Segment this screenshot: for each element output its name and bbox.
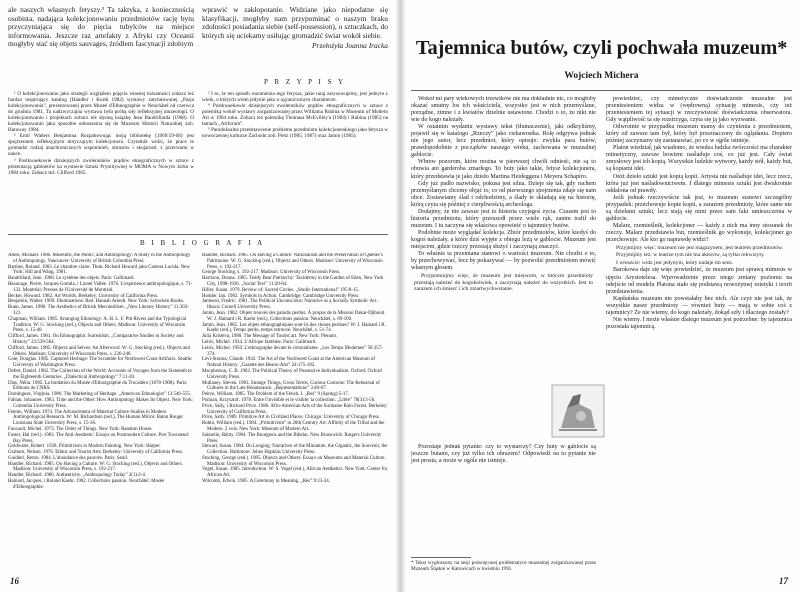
bibliography-entry: Foucault, Michel. 1973. The Order of Things. New York: Random House. [8, 426, 153, 432]
bibliography-column-1 [8, 253, 194, 575]
page-number: 16 [10, 576, 19, 586]
page-number: 17 [779, 576, 788, 586]
article-paragraph: Nie wiemy. I może właśnie dlatego muzeum jest potrzebne: by tajemnica pozostała tajemnicą. [606, 316, 792, 330]
footnotes-heading: P R Z Y P I S Y [264, 78, 346, 86]
bibliography-entry: Stocking, George (red.). 1985. Objects and Others: Essays on Museums and Material Culture. Madison: University of Wisconsin Press. [202, 455, 386, 467]
article-author: Wojciech Michera [564, 71, 639, 81]
bibliography-entry: Dias, Nélia. 1985. La fondation du Musée d'Ethnographie du Trocadéro (1878-1908). Paris: Éditions du CNRS. [8, 380, 188, 392]
list-item: Przyjmijmy też: w teatrze tym nie ma aktorów, są tylko rekwizyty. [616, 252, 765, 259]
article-paragraph: Wokół mi pary wiekowych trzewików nie ma dokładnie nic, co mogłoby okazać smutny los ich właściciela, wszystko jest w nich przemyślane, porządne, zimne i z kwiatów dzielnie ustawione. Chodzi o to, że nikt nie wie do kogo należały. [411, 96, 596, 124]
bibliography-entry: Macpherson, C. B. 1962. The Political Theory of Possessive Individualism. Oxford: Oxford University Press. [202, 368, 382, 380]
bibliography-entry: Harrison, Donna. 1985. Teddy Bear Patriarchy: Taxidermy in the Garden of Eden, New York City, 1908-1936. „Social Text” 11:20-64. [202, 276, 384, 287]
footnote-text: * Tekst wygłoszony na sesji poświęconej problematyce muzealnej zorganizowanej przez Muzeum Śląskie w Katowicach w kwietniu 1991. [411, 560, 596, 572]
bibliography-entry: Cole, Douglas. 1985. Captured Heritage: The Scramble for Northwest Coast Artifacts. Seattle: University of Washington Press. [8, 357, 193, 369]
bibliography-entry: Ames, Michael. 1986. Museums, the Public, and Anthropology: A Study in the Anthropology of Anthropology. Vancouver: University of British Columbia Press. [8, 253, 191, 264]
bibliography-entry: Price, Sally, i Richard Price. 1980. Afro-American Arts of the Suriname Rain Forest. Berkeley: University of California Press. [202, 403, 388, 415]
bibliography-entry: Hiller, Susan. 1979. Review of: Sacred Circles. „Studio International” 195:8-15. [202, 287, 360, 293]
bibliography-heading: B I B L I O G R A F I A [140, 239, 265, 247]
bibliography-entry: Vogel, Susan. 1985. Introduction. W: S. Vogel (red.), African Aesthetics. New York: Center for African Art. [202, 467, 388, 479]
bibliography-entry: Defert, Daniel. 1982. The Collection of the World: Accounts of Voyages from the Sixteenth to the Eighteenth Centuries. „Dialectical Anthropology” 7:11-20. [8, 368, 192, 380]
bibliography-entry: Leiris, Michel. 1934. L'Afrique fantôme. Paris: Gallimard. [202, 339, 317, 345]
article-column-2 [606, 96, 792, 574]
article-paragraph: Odwrotnie w przypadku muzeum mamy do czynienia z przedmiotem, który od zawsze tam był, który był przeznaczony do oglądania. Dopiero później zaczynamy się zastanawiać, po co w ogóle istnieje. [606, 124, 792, 145]
footnote: ² Emil Walters Benjamina Rozpakowując moją bibliotekę (1969:59-68) jest spojrzeniem refleksyjnym dotyczącym kolekcjonera. Czytelnik widzi, że prace te gromadzi rodzaj anachronicznych wspomnień, obrazów i skojarzeń, z przerwami w nauce. [8, 133, 194, 158]
article-paragraph: Platon wiedział, jak wiadomo, że wiedza ludzka twórczości ma charakter mimetyczny, zawsze bowiem naśladuje coś, co już jest. Cały świat zmysłowy jest ich kopią. Wszystkie ludzkie wytwory, każdy stół, każdy but, są kopiami idei. [606, 145, 792, 173]
bibliography-entry: Becker, Howard. 1982. Art Worlds. Berkeley: University of California Press. [8, 293, 159, 299]
footnote: ⁵ Paradoksalne przedstawienie problemu przedmiotu kolekcjonerskiego jako fetysza w nowoczesnej kulturze Zachodu zob. Pietz (1985, 1987) oraz Jamin (1985). [202, 127, 388, 140]
footnote: ³ I to, że ten sposób rozumienia tego fetysza, jakie tutaj zarysowujemy, jest jednym z wielu, o których wiem jedynie jako o ograniczonym charakterze. [202, 91, 388, 104]
bibliography-entry: Benjamin, Walter. 1969. Illuminations. Red. Hannah Arendt. New York: Schocken Books. [8, 299, 185, 305]
bibliography-entry: Fabian, Johannes. 1983. Time and the Other: How Anthropology Makes Its Object. New York: Columbia University Press. [8, 397, 194, 409]
bibliography-entry: Saisselin, Rémy. 1984. The Bourgeois and the Bibelot. New Brunswick: Rutgers University Press. [202, 432, 382, 444]
body-paragraph: wprawić w zakłopotanie. Widziane jako niepodatne się klasyfikacji, mogłyby nam przypominać o naszym braku zdolności posiadania siebie (self-possession), o sztuczkach, do których się uciekamy usiłując gromadzić świat wokół siebie. [202, 6, 388, 40]
footnote: ⁴ Postkwaekowie dzisiejszych zwolenników prądów etnograficznych w sztuce z polemiką wokół wystawy zorganizowanej przez Williama Rubina w Museum of Modern Art w 1984 roku. Zobacz też polemikę Thomasa McEvilley'a (1984) i Rubina (1985) na łamach „Artforum”. [202, 103, 388, 128]
bibliography-entry: Stewart, Susan. 1984. On Longing: Narratives of the Miniature, the Gigantic, the Souvenir, the Collection. Baltimore: Johns Hopkins University Press. [202, 444, 388, 456]
article-paragraph: W ostatnim wydaniu wystawy tekst (tłumaczenie), jaki odkryliśmy, pojawił się w katalogu „Rzeczy” jako ciekawostka. Rolę odgrywa jednak nie jego autor, lecz przedmiot, który opisuje: zwykła para butów, prawdopodobnie z początków naszego wieku, zachowana w muzealnej gablocie. [411, 124, 596, 159]
bibliography-entry: Clifford, James. 1981. On Ethnographic Surrealism. „Comparative Studies in Society and History” 23:539-564. [8, 334, 184, 345]
article-paragraph: Pozostaje jednak pytanie: czy to wystarczy? Czy buty w gablocie są jeszcze butami, czy już tylko ich obrazem? Odpowiedź na to pytanie nie jest prosta, a może w ogóle nie istnieje. [411, 444, 596, 465]
block-quote: Przypomnijmy więc, że muzeum jest miejscem, w którym przedmioty przestają należeć do kogokolwiek, a zaczynają należeć do wszystkich. Jest to zarazem ich śmierć i ich zmartwychwstanie. [414, 273, 593, 293]
bibliography-entry: Jamin, Jean. 1982. Objets trouvés des paradis perdus: À propos de la Mission Dakar-Djibouti. W: J. Hainard i R. Kaehr (red.), Collections passion. Neuchâtel, s. 69-100. [202, 310, 386, 322]
bibliography-entry: Lévi-Strauss, Claude. 1943. The Art of the Northwest Coast at the American Museum of Natural History. „Gazette des Beaux-Arts” 24:175-182. [202, 357, 375, 369]
bibliography-entry: Foster, Hal (red.). 1983. The Anti-Aesthetic: Essays on Postmodern Culture. Port Townsend: Bay Press. [8, 432, 190, 444]
footnotes-column-1 [8, 91, 194, 226]
left-body-column-1 [8, 6, 194, 49]
bibliography-entry: Dominguez, Virginia. 1986. The Marketing of Heritage. „American Ethnologist” 13:546-555. [8, 392, 192, 398]
footnote-rule [411, 557, 471, 558]
bibliography-entry: Baudrillard, Jean. 1968. Le système des objets. Paris: Gallimard. [8, 276, 135, 282]
list-item: Przyjmijmy więc: muzeum nie jest magazynem, jest teatrem przedmiotów. [616, 244, 784, 251]
bibliography-entry: Goldwater, Robert. 1938. Primitivism in Modern Painting. New York: Harper. [8, 444, 161, 450]
body-paragraph: ale naszych własnych fetyszy.³ Ta taktyka, z koniecznością osobista, nadająca kolekcjonowaniu przedmiotów rację bytu przyczyniająca się do pięcia tubylców na miejsce informowania. Jeszcze raz artefakty z Afryki czy Oceanii mogłyby stać się objets sauvages, źródłem fascynacji zdolnym [8, 6, 194, 49]
article-paragraph: Jeśli jednak rzeczywiście tak jest, to muzeum stanowi szczególny przypadek: przechowuje kopie kopii, a zarazem przedmioty, które same nie są dziełami sztuki, lecz stają się nimi przez sam fakt umieszczenia w gablocie. [606, 194, 792, 222]
article-paragraph: Dodajmy, że nie zawsze jest to historia czyjegoś życia. Czasem jest to historia przedmiotu, który przeszedł przez wiele rąk, zanim trafił do muzeum. I tu zaczyna się właściwa opowieść o tajemnicy butów. [411, 208, 596, 229]
bibliography-entry: Handler, Richard. 1985. On Having a Culture: Nationalism and the Preservation of Quebec's Patrimoine. W: G. Stocking (red.), Objects and Others. Madison: University of Wisconsin Press, s. 192-217. [202, 253, 383, 270]
title-divider [411, 90, 792, 91]
article-paragraph: Barokowa daje się więc powiedzieć, że muzeum jest sprawą mimesis w ujęciu Arystotelesa. Wprowadzenie przez niego zmiany poziomu na odejście od modelu Platona stało się podstawą nowożytnej estetyki i teorii przedstawienia. [606, 267, 792, 295]
bibliography-entry: Wilcomb, Edwin. 1985. A Ceremony to Meaning. „Res” 9:33-34. [202, 479, 330, 485]
bibliography-entry: Handler, Richard. 1985. On Having a Culture. W: G. Stocking (red.), Objects and Others. Madison: University of Wisconsin Press, s. 192-217. [8, 461, 183, 473]
bibliography-entry: George Stocking, s. 192-217. Madison: University of Wisconsin Press. [202, 270, 341, 276]
left-page [0, 0, 398, 592]
bibliography-entry: Graburn, Nelson. 1976. Ethnic and Tourist Arts. Berkeley: University of California Press. [8, 450, 184, 456]
section-divider [8, 234, 388, 235]
bibliography-entry: Pomian, Krzysztof. 1978. Entre l'invisible et le visible: la collection. „Libre” 78(3):3-56. [202, 397, 376, 403]
footnote: ³ Postkwaekowie dzisiejszych zwolenników prądów etnograficznych w sztuce z prezentacją gabinetów na wystawie Sztuki Prymitywnej w MOMA w Nowym Jorku w 1984 roku. Zobacz też: Clifford 1985. [8, 157, 194, 176]
bibliography-entry: Clifford, James. 1985. Objects and Selves: An Afterword. W: G. Stocking (red.), Objects and Others. Madison: University of Wisconsin Press, s. 236-246. [8, 345, 190, 357]
article-title: Tajemnica butów, czyli pochwała muzeum* [415, 37, 788, 59]
bibliography-entry: Price, Sally. 1989. Primitive Art in Civilized Places. Chicago: University of Chicago Press. [202, 415, 381, 421]
bibliography-entry: Handler, Richard. 1986. Authenticity. „Anthropology Today” 2(1):2-4. [8, 473, 146, 479]
bibliography-entry: Peirce, William. 1985. The Problem of the Fetish, I. „Res” 9 (Spring):5-17. [202, 392, 349, 398]
article-column-1-continued [411, 444, 596, 552]
article-paragraph: To właśnie ta przemiana stanowi o wartości muzeum. Nie chodzi o to, by przechowywać, lecz by pokazywać — by pozwolić przedmiotom mówić własnym głosem. [411, 251, 596, 272]
bibliography-column-2 [202, 253, 388, 575]
article-paragraph: powiedzieć, czy mimetyczne doświadczenie muzealne jest przeniesieniem widza w (wędrowną) sytuację mimesis, czy też przeniesieniem tej sytuacji w rzeczywistość doświadczenia obserwatora. Gdy wątpliwość ta się rozstrzyga, czyta się ją jako wyzwanie. [606, 96, 792, 124]
bibliography-entry: Hodder, Ian. 1982. Symbols in Action. Cambridge: Cambridge University Press. [202, 293, 360, 299]
bibliography-entry: Jamin, Jean. 1985. Les objets ethnographiques sont-ils des choses perdues? W: J. Hainard i R. Kaehr (red.), Temps perdu, temps retrouvé. Neuchâtel, s. 51-74. [202, 322, 386, 334]
bibliography-entry: Leiris, Michel. 1950. L'ethnographe devant le colonialisme. „Les Temps Modernes” 58:357-374. [202, 345, 383, 357]
article-paragraph: Malarz, rzemieślnik, kolekcjoner — każdy z nich ma inny stosunek do rzeczy. Malarz przedstawia but, rzemieślnik go wykonuje, kolekcjoner go przechowuje. Ale kto go naprawdę widzi? [606, 222, 792, 243]
article-paragraph: Otóż dzieło sztuki jest kopią kopii. Artysta nie naśladuje idei, lecz rzecz, która już jest naśladownictwem. I dlatego mimesis sztuki jest dwukrotnie oddalona od prawdy. [606, 173, 792, 194]
bibliography-entry: Beaucage, Pierre, Jacques Gomila, i Lionel Vallée. 1976. L'expérience anthropologique, s. 71-133. Montréal: Presses de l'Université de Montréal. [8, 281, 193, 293]
right-page [403, 0, 800, 592]
article-paragraph: Gdy już padło nazwisko, pokusa jest silna. Dzieje się tak, gdy ruchem przemyślanym chcemy objąć to, co od pierwszego spojrzenia zdaje się nam obce. Zostawiamy ślad i odchodzimy, a ślady te składają się na historię, którą czyta się później z cierpliwością archeologa. [411, 180, 596, 208]
bibliography-entry: Barthes, Roland. 1983. Le chambre claire. Tłum. Richard Howard jako Camera Lucida. New York: Hill and Wang, 1981. [8, 264, 190, 276]
bibliography-entry: Jameson, Fredric. 1981. The Political Unconscious: Narrative as a Socially Symbolic Act. Ithaca: Cornell University Press. [202, 299, 378, 311]
bibliography-entry: Chapman, William. 1985. Arranging Ethnology: A. H. L. F. Pitt Rivers and the Typological Tradition. W: G. Stocking (red.), Objects and Others. Madison: University of Wisconsin Press, s. 15-48. [8, 316, 187, 334]
article-paragraph: Wbrew pozorom, które można w pierwszej chwili odnieść, nie są to obuwia ani garderoba zmarłego. To buty jako takie, fetysz kolekcjonera, który przedstawia je jako dzieło Martina Heideggera i Meyera Schapiro. [411, 159, 596, 180]
translator-credit: Przełożyła Joanna Iracka [312, 41, 388, 51]
article-column-1 [411, 96, 596, 386]
bibliography-entry: Rubin, William (red.). 1984. „Primitivism” in 20th Century Art: Affinity of the Tribal and the Modern. 2 vols. New York: Museum of Modern Art. [202, 421, 385, 432]
article-footnote [411, 560, 596, 582]
footnotes-column-2 [202, 91, 388, 226]
bibliography-entry: Mullaney, Steven. 1983. Strange Things, Gross Terms, Curious Customs: The Rehearsal of Cultures in the Late Renaissance. „Representations” 3:40-67. [202, 380, 380, 392]
bibliography-entry: Fenton, William. 1974. The Advancement of Material Culture Studies in Modern Anthropological Research. W: M. Richardson (red.), The Human Mirror. Baton Rouge: Louisiana State University Press, s. 15-36. [8, 409, 184, 427]
bibliography-entry: Hainard, Jacques, i Roland Kaehr. 1982. Collections passion. Neuchâtel: Musée d'Ethnographie. [8, 479, 165, 490]
article-paragraph: Podobnie może wyglądać kolekcja. Zbiór przedmiotów, które kiedyś do kogoś należały, a które dziś wyjęte z obiegu leżą w gablocie. Muzeum jest miejscem, gdzie rzeczy przestają służyć i zaczynają znaczyć. [411, 229, 596, 250]
list-item: I wreszcie: widz jest jedynym, który nadaje im sens. [616, 259, 734, 266]
bibliography-entry: Bunn, James. 1980. The Aesthetics of British Mercantilism. „New Literary History” 11:303-321. [8, 305, 189, 316]
bibliography-entry: Guidieri, Remo. 1984. L'abondance des pauvres. Paris: Seuil. [8, 455, 129, 461]
illustration-figure [551, 384, 605, 438]
left-body-column-2 [202, 6, 388, 58]
article-paragraph: Kapłańska muzeum nie powstałaby bez nich. Ale czyż nie jest tak, że wszystkie nasze przedmioty — również buty — mają w sobie coś z tajemnicy? Że nie wiemy, do kogo należały, dokąd szły i dlaczego zostały? [606, 295, 792, 316]
bibliography-entry: Julia Kristeva, 1980. The Message of Tourist art. New York: Plenum. [202, 334, 338, 340]
footnote: ¹ O kolekcjonowaniu jako strategii względem pojęcia własnej tożsamości zobacz też bardzo inspirujący katalog (Handler i Kurth 1982) wystawy zatytułowanej „Pasja kolekcjonowania”, prezentowanej przez Museé d'Ethnographie w Neuchâtel od czerwca do grudnia 1981. Ta nadzwyczajna wystawa była próbą siły refleksyjnej muzeologii. O kolekcjonowaniu i projektach zobacz też słynną książkę Jean Baudrillarda (1968). O kolekcjonowaniu jako sposobie odnoszenia się do Muzeum Historii Naturalnej zob. Haraway 1984. [8, 91, 194, 134]
